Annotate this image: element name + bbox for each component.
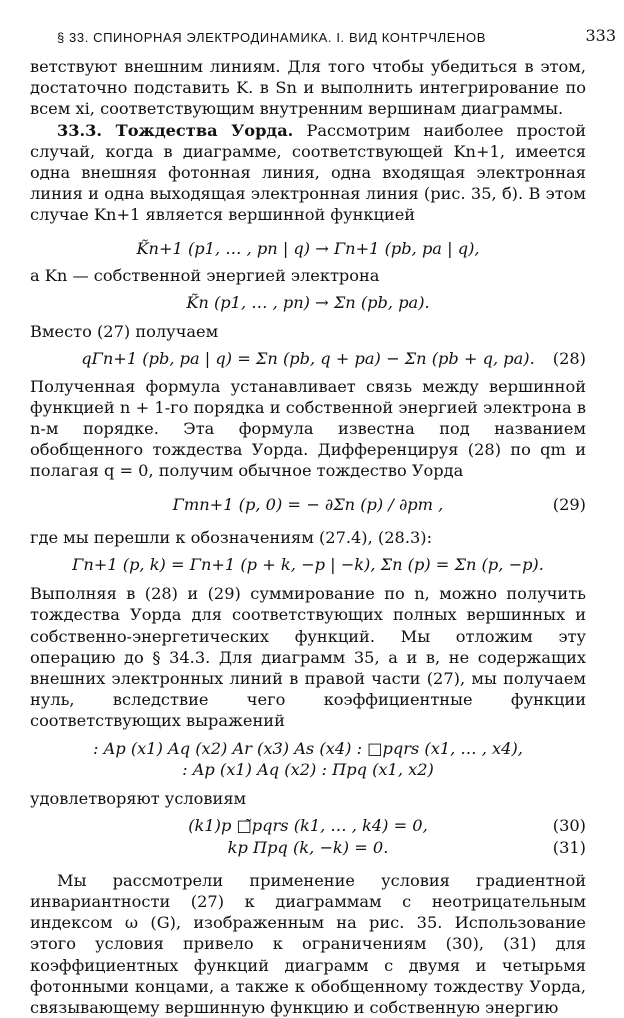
equation-28-number: (28) — [552, 349, 586, 369]
paragraph-continuation: ветствуют внешним линиям. Для того чтобы убедиться в этом, достаточно подставить K. в Sn и выполнить интегрирование по всем xi, соответствующим внутренним вершинам диаграммы. — [30, 57, 586, 119]
equation-notation: Γn+1 (p, k) = Γn+1 (p + k, −p | −k), Σn (p) = Σn (p, −p). — [72, 555, 544, 575]
paragraph-gauge-invariance: Мы рассмотрели применение условия градиентной инвариантности (27) к диаграммам с неотрицательным индексом ω (G), изображенным на рис. 35. Использование этого условия привело к ограничениям (30), (31) для коэффициентных функций диаграмм с двумя и четырьмя фотонными концами, а также к обобщенному тождеству Уорда, связывающему вершинную функцию и собственную энергию — [30, 870, 586, 1017]
section-33-3-paragraph — [30, 120, 586, 226]
paragraph-summation: Выполняя в (28) и (29) суммирование по n, можно получить тождества Уорда для соответствующих полных вершинных и собственно-энергетических функций. Мы отложим эту операцию до § 34.3. Для диаграмм 35, а и в, не содержащих внешних электронных линий в правой части (27), мы получаем нуль, вследствие чего коэффициентные функции соответствующих выражений — [30, 584, 586, 731]
equation-30-number: (30) — [552, 816, 586, 836]
paragraph-instead-of: Вместо (27) получаем — [30, 322, 219, 342]
page — [30, 22, 616, 1018]
equation-two-photon: : Ap (x1) Aq (x2) : Πpq (x1, x2) — [182, 759, 434, 779]
section-heading: 33.3. Тождества Уорда. — [57, 120, 294, 140]
equation-self-energy: K̃n (p1, … , pn) → Σn (pb, pa). — [186, 293, 430, 313]
equation-vertex-function: K̃n+1 (p1, … , pn | q) → Γn+1 (pb, pa | q), — [136, 238, 480, 258]
equation-31: kp Πpq (k, −k) = 0. (31) — [227, 837, 586, 857]
paragraph-satisfy: удовлетворяют условиям — [30, 789, 247, 809]
equation-28: qΓn+1 (pb, pa | q) = Σn (pb, q + pa) − Σn (pb + q, pa). (28) — [81, 349, 586, 369]
equation-29: Γmn+1 (p, 0) = − ∂Σn (p) / ∂pm , (29) — [172, 494, 586, 514]
equation-31-number: (31) — [552, 837, 586, 857]
equation-four-photon: : Ap (x1) Aq (x2) Ar (x3) As (x4) : □pqrs (x1, … , x4), — [93, 738, 523, 758]
paragraph-notation: где мы перешли к обозначениям (27.4), (28.3): — [30, 527, 433, 547]
section-intro-text: Рассмотрим наиболее простой случай, когда в диаграмме, соответствующей Kn+1, имеется одна внешняя фотонная линия, одна входящая электронная линия и одна выходящая электронная линия (рис. 35, б). В этом случае Kn+1 является вершинной функцией — [30, 120, 586, 225]
paragraph-self-energy: а Kn — собственной энергией электрона — [30, 265, 380, 285]
paragraph-ward-identity: Полученная формула устанавливает связь между вершинной функцией n + 1-го порядка и собственной энергией электрона в n-м порядке. Эта формула известна под названием обобщенного тождества Уорда. Дифференцируя (28) по qm и полагая q = 0, получим обычное тождество Уорда — [30, 376, 586, 481]
header-title: § 33. СПИНОРНАЯ ЭЛЕКТРОДИНАМИКА. I. ВИД КОНТРЧЛЕНОВ — [57, 30, 486, 45]
running-header — [30, 22, 616, 56]
page-number: 333 — [585, 26, 616, 45]
equation-30: (k1)p □̃pqrs (k1, … , k4) = 0, (30) — [188, 816, 586, 836]
equation-29-number: (29) — [552, 494, 586, 514]
